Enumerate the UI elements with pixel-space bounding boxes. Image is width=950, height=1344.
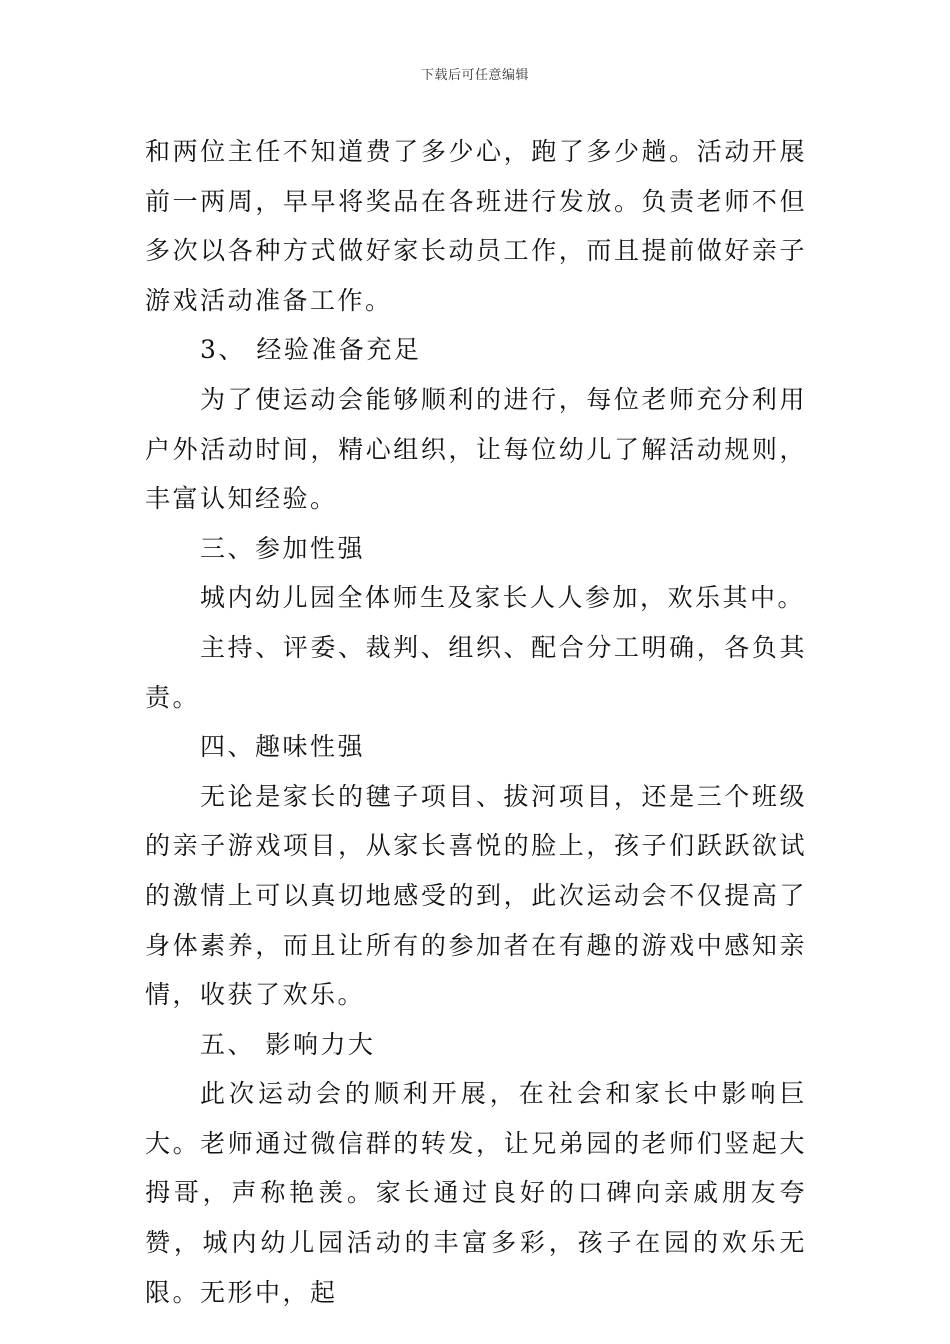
paragraph-2: 为了使运动会能够顺利的进行，每位老师充分利用户外活动时间，精心组织，让每位幼儿了解活动规则，丰富认知经验。	[145, 384, 807, 514]
section-heading-three: 三、参加性强	[200, 533, 366, 563]
document-body	[145, 127, 807, 1317]
paragraph-6: 此次运动会的顺利开展，在社会和家长中影响巨大。老师通过微信群的转发，让兄弟园的老师们竖起大拇哥，声称艳羡。家长通过良好的口碑向亲戚朋友夸赞，城内幼儿园活动的丰富多彩，孩子在园的欢乐无限。无形中，起	[145, 1079, 807, 1307]
paragraph-3: 城内幼儿园全体师生及家长人人参加，欢乐其中。	[200, 583, 806, 613]
page-header: 下载后可任意编辑	[420, 68, 529, 83]
paragraph-1: 和两位主任不知道费了多少心，跑了多少趟。活动开展前一两周，早早将奖品在各班进行发放。负责老师不但多次以各种方式做好家长动员工作，而且提前做好亲子游戏活动准备工作。	[145, 137, 807, 315]
section-heading-five: 五、 影响力大	[200, 1029, 376, 1059]
paragraph-5: 无论是家长的毽子项目、拔河项目，还是三个班级的亲子游戏项目，从家长喜悦的脸上，孩子们跃跃欲试的激情上可以真切地感受的到，此次运动会不仅提高了身体素养，而且让所有的参加者在有趣的游戏中感知亲情，收获了欢乐。	[145, 781, 807, 1010]
paragraph-4: 主持、评委、裁判、组织、配合分工明确，各负其责。	[145, 632, 807, 712]
section-heading-3: 3、 经验准备充足	[200, 335, 422, 365]
section-heading-four: 四、趣味性强	[200, 732, 366, 762]
